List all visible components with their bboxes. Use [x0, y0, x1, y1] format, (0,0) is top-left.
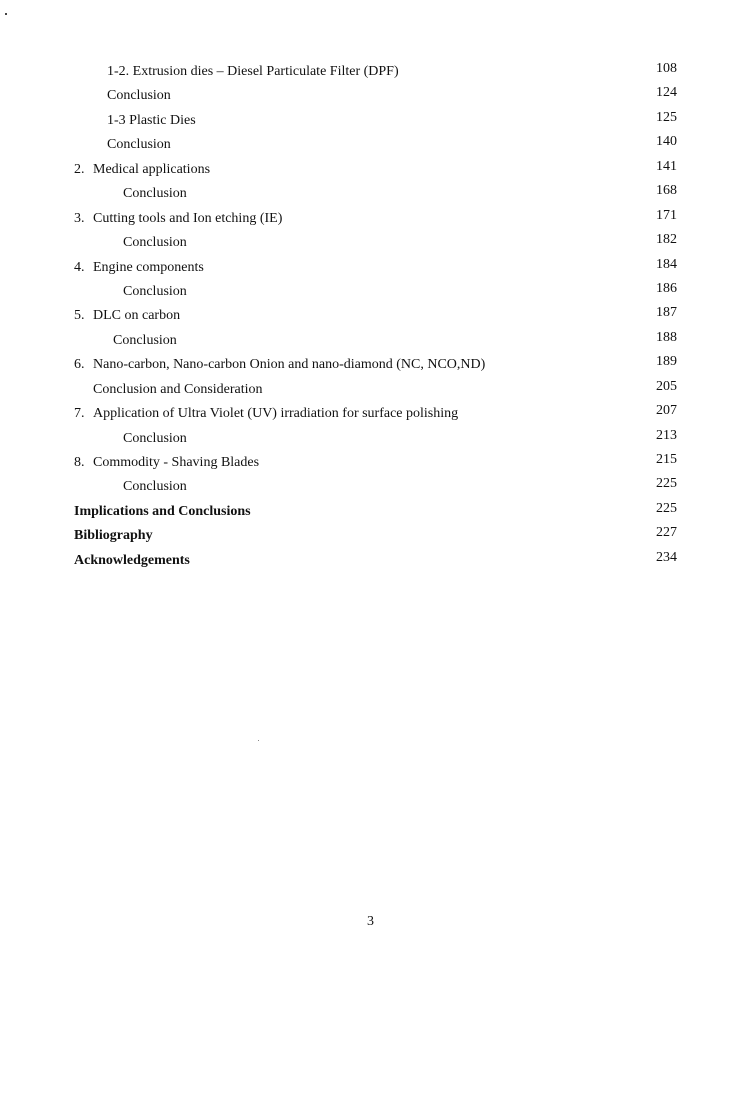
- toc-entry: [0, 257, 733, 281]
- toc-entry-page: 141: [656, 158, 677, 174]
- toc-entry-number: 8.: [74, 455, 85, 470]
- toc-entry-label: Conclusion: [107, 137, 171, 153]
- toc-entry: [0, 452, 733, 476]
- toc-entry: [0, 305, 733, 329]
- toc-entry-page: 171: [656, 207, 677, 223]
- toc-entry-page: 227: [656, 525, 677, 541]
- toc-entry-label: Medical applications: [93, 161, 211, 177]
- toc-entry-page: 189: [656, 354, 677, 370]
- toc-entry: [0, 428, 733, 452]
- toc-entry: [0, 232, 733, 256]
- toc-entry-number: 4.: [74, 259, 85, 275]
- toc-entry-label: Conclusion: [123, 235, 187, 251]
- toc-entry-label: 1-2. Extrusion dies – Diesel Particulate Filter (DPF): [107, 64, 399, 79]
- toc-entry-title: [107, 110, 196, 132]
- toc-entry: [0, 476, 733, 500]
- scan-speck: [5, 13, 7, 15]
- toc-entry-number: 6.: [74, 357, 85, 373]
- toc-entry-label: 1-3 Plastic Dies: [107, 112, 196, 128]
- toc-entry-title: [113, 330, 177, 352]
- toc-entry-title: [93, 379, 263, 401]
- toc-entry-title: [74, 550, 190, 572]
- toc-entry-title: [107, 61, 399, 83]
- toc-entry-title: [74, 208, 282, 230]
- toc-entry-title: [74, 354, 485, 376]
- toc-entry-page: 186: [656, 280, 677, 296]
- toc-entry-title: [74, 525, 153, 547]
- toc-entry: [0, 61, 733, 85]
- toc-entry: [0, 403, 733, 427]
- toc-entry-page: 234: [656, 549, 677, 565]
- toc-entry-number: 3.: [74, 210, 85, 226]
- scan-speck: [258, 740, 259, 741]
- toc-entry-label: Cutting tools and Ion etching (IE): [93, 210, 283, 226]
- toc-entry-number: 5.: [74, 308, 85, 324]
- toc-entry-title: [123, 428, 187, 450]
- toc-entry-label: Conclusion: [123, 283, 187, 299]
- toc-entry-label: Application of Ultra Violet (UV) irradiation for surface polishing: [93, 406, 459, 422]
- toc-entry-label: Commodity - Shaving Blades: [93, 455, 260, 470]
- toc-entry-page: 168: [656, 183, 677, 199]
- toc-entry-page: 215: [656, 452, 677, 467]
- toc-entry-number: 2.: [74, 161, 85, 177]
- toc-entry-label: Conclusion: [123, 479, 187, 495]
- toc-entry: [0, 183, 733, 207]
- page-number: 3: [367, 914, 374, 929]
- table-of-contents: [0, 61, 733, 574]
- toc-entry-label: Conclusion: [123, 430, 187, 446]
- toc-entry-title: [123, 476, 187, 498]
- toc-entry: [0, 525, 733, 549]
- toc-entry: [0, 330, 733, 354]
- toc-entry: [0, 354, 733, 378]
- toc-entry-title: [107, 134, 171, 156]
- toc-entry: [0, 281, 733, 305]
- toc-entry-label: DLC on carbon: [93, 308, 181, 324]
- toc-entry: [0, 85, 733, 109]
- toc-entry-page: 182: [656, 232, 677, 248]
- toc-entry: [0, 550, 733, 574]
- toc-entry-page: 125: [656, 109, 677, 125]
- toc-entry-page: 207: [656, 403, 677, 419]
- toc-entry-page: 140: [656, 134, 677, 150]
- toc-entry-title: [74, 403, 458, 425]
- toc-entry-label: Nano-carbon, Nano-carbon Onion and nano-diamond (NC, NCO,ND): [93, 357, 486, 373]
- toc-entry: [0, 501, 733, 525]
- toc-entry-title: [74, 305, 180, 327]
- toc-entry-label: Engine components: [93, 259, 204, 275]
- toc-entry: [0, 134, 733, 158]
- toc-entry-label: Implications and Conclusions: [74, 503, 251, 519]
- toc-entry-title: [74, 501, 251, 523]
- toc-entry-title: [74, 452, 259, 474]
- toc-entry-title: [123, 281, 187, 303]
- toc-entry-page: 225: [656, 476, 677, 492]
- toc-entry-label: Conclusion and Consideration: [93, 381, 263, 397]
- toc-entry-title: [123, 183, 187, 205]
- toc-entry: [0, 159, 733, 183]
- toc-entry-label: Conclusion: [113, 332, 177, 348]
- toc-entry: [0, 110, 733, 134]
- toc-entry-title: [107, 85, 171, 107]
- toc-entry: [0, 379, 733, 403]
- toc-entry-label: Conclusion: [123, 186, 187, 202]
- toc-entry-number: 7.: [74, 406, 85, 422]
- toc-entry-title: [74, 257, 204, 279]
- toc-entry-page: 124: [656, 85, 677, 101]
- toc-entry-label: Acknowledgements: [74, 552, 190, 568]
- toc-entry-page: 184: [656, 256, 677, 272]
- toc-entry-label: Conclusion: [107, 88, 171, 104]
- toc-entry-title: [123, 232, 187, 254]
- toc-entry-page: 205: [656, 378, 677, 394]
- toc-entry-page: 187: [656, 305, 677, 321]
- toc-entry-title: [74, 159, 210, 181]
- toc-entry-page: 188: [656, 329, 677, 345]
- toc-entry-page: 225: [656, 500, 677, 516]
- toc-entry-page: 213: [656, 427, 677, 443]
- toc-entry-page: 108: [656, 61, 677, 76]
- toc-entry-label: Bibliography: [74, 528, 153, 544]
- toc-entry: [0, 208, 733, 232]
